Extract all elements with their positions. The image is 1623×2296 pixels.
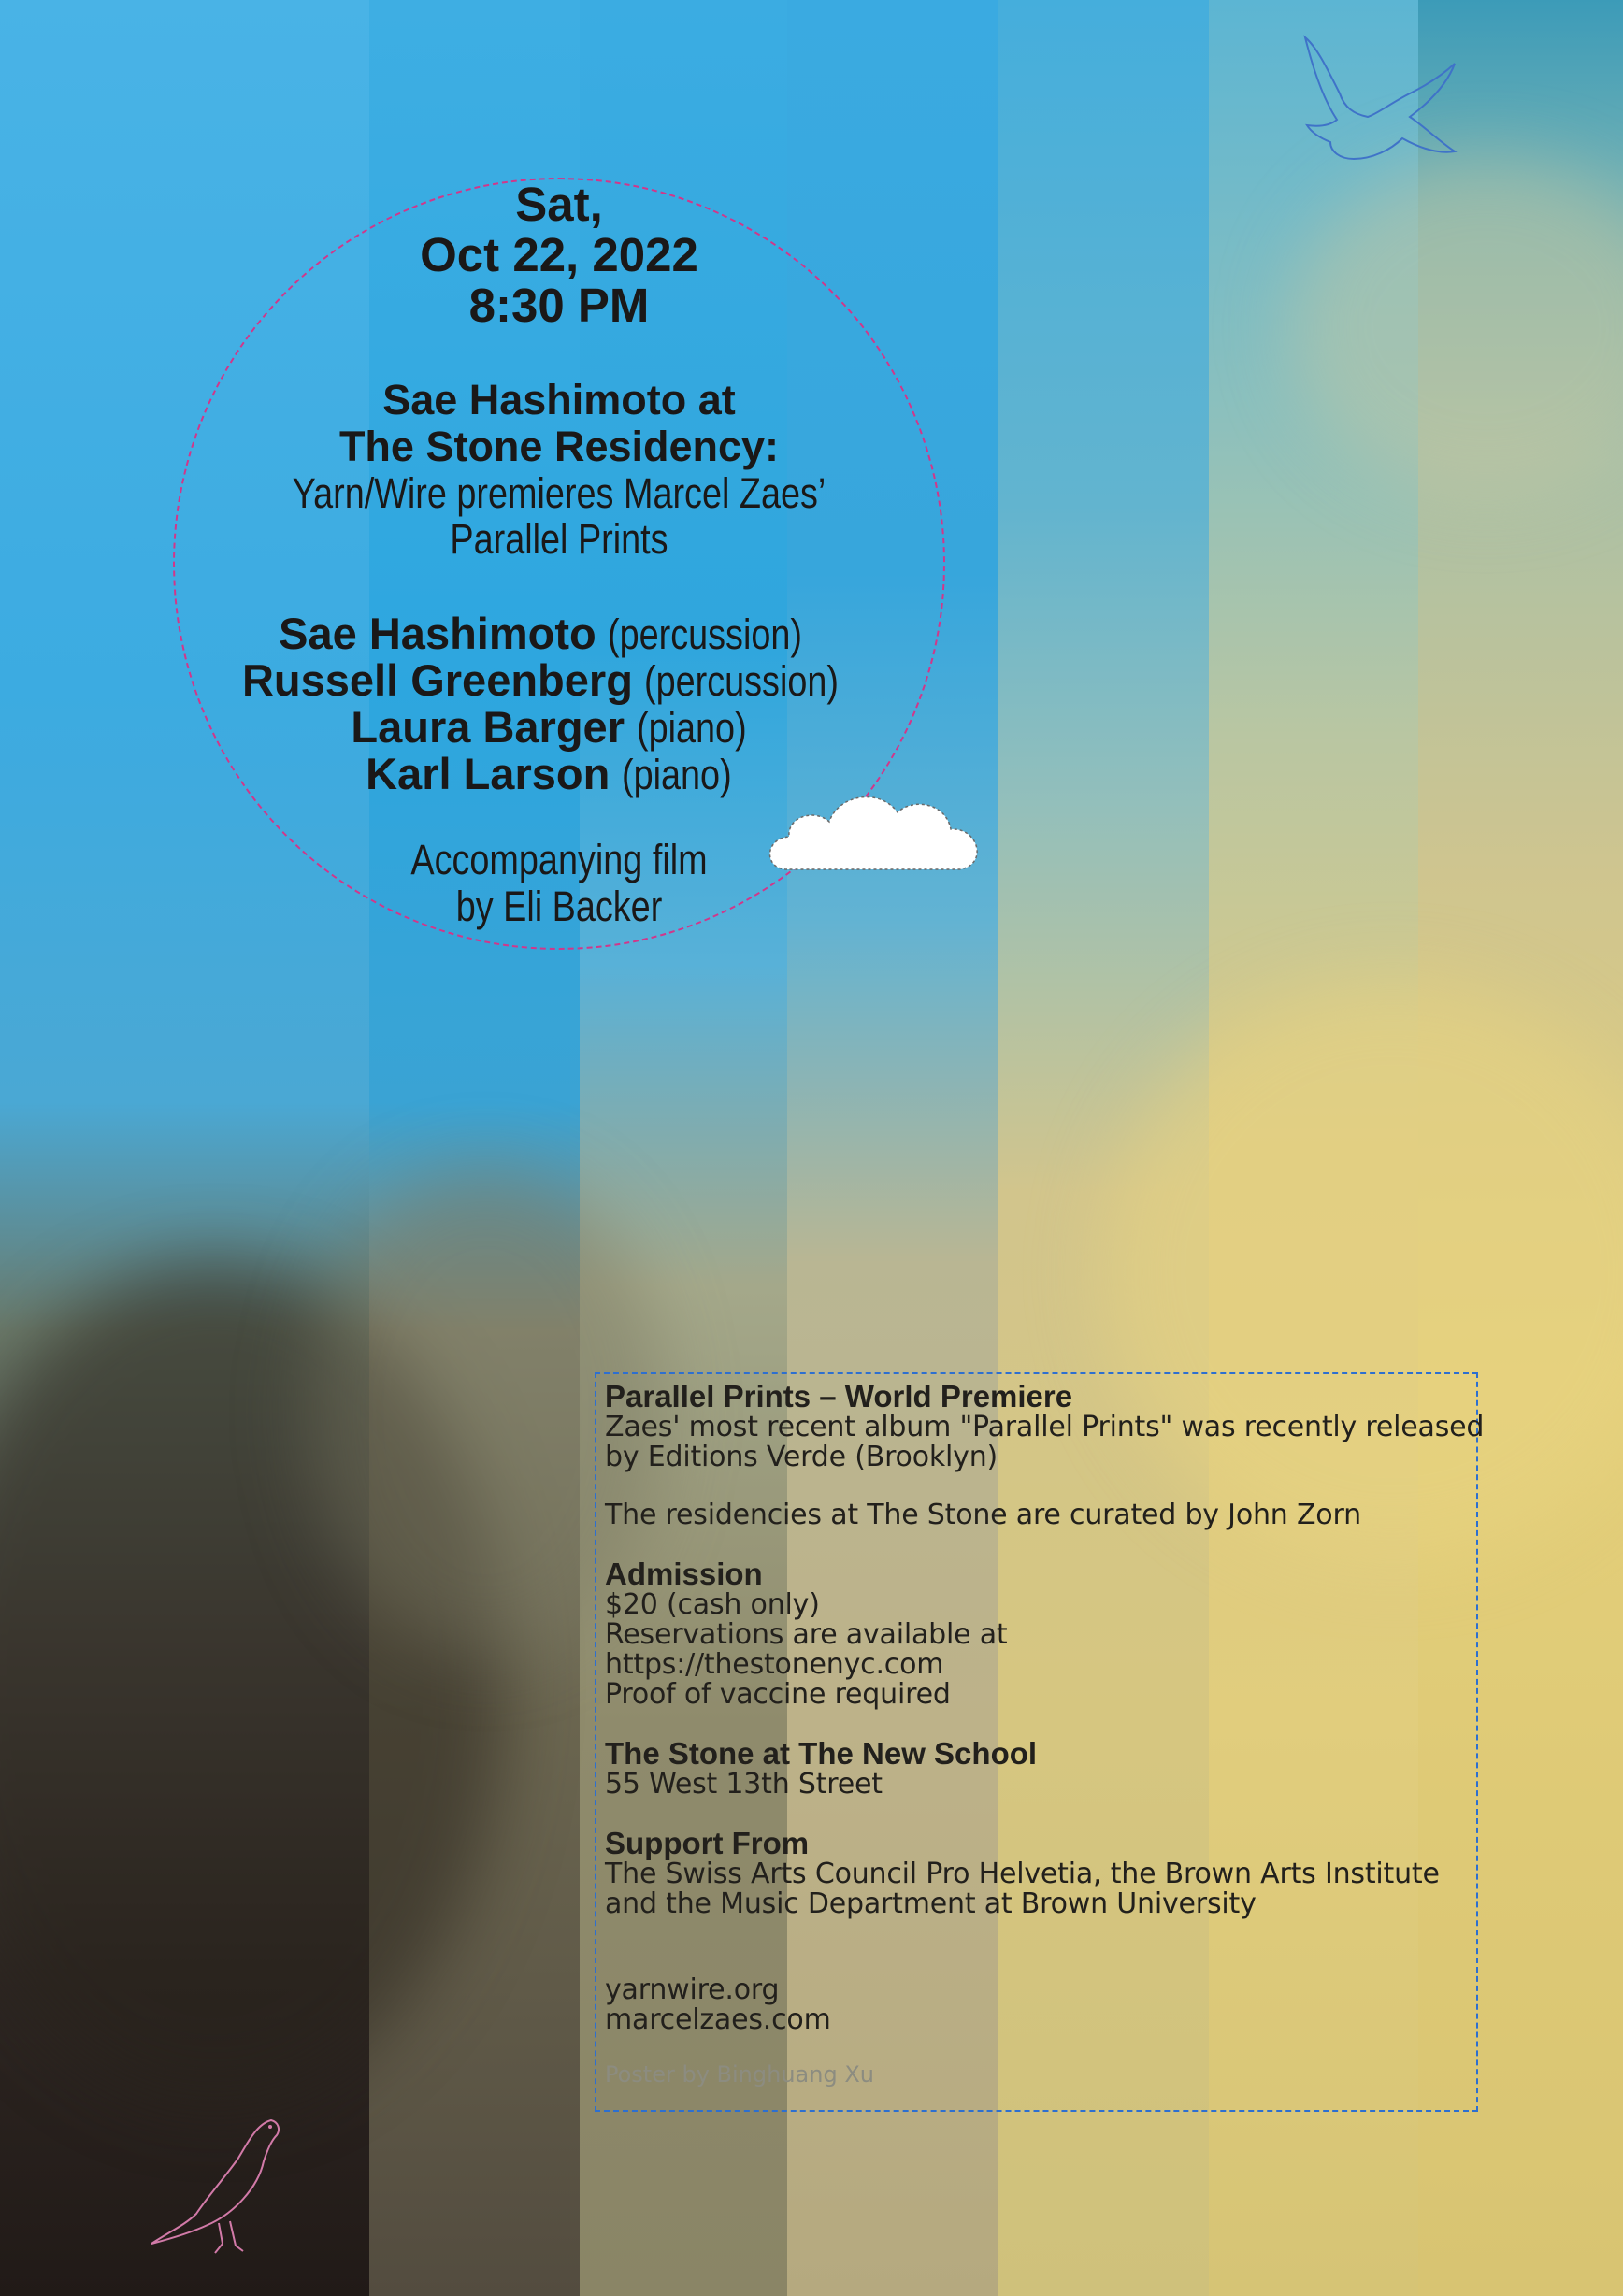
- event-title-line1: Sae Hashimoto at: [382, 376, 736, 423]
- performer-list: [173, 610, 945, 797]
- performer-role: (percussion): [644, 657, 840, 705]
- admission-price: $20 (cash only): [605, 1588, 820, 1621]
- dove-outline-icon: [1288, 28, 1475, 215]
- cloud-icon: [759, 781, 993, 883]
- event-subtitle-line1: Yarn/Wire premieres Marcel Zaes’: [292, 469, 826, 517]
- admission-vaccine-note: Proof of vaccine required: [605, 1678, 951, 1711]
- performer-name: Russell Greenberg: [241, 655, 633, 705]
- performer-name: Sae Hashimoto: [279, 609, 596, 658]
- event-time: 8:30 PM: [468, 279, 650, 332]
- curation-text: The residencies at The Stone are curated by John Zorn: [605, 1499, 1361, 1531]
- pigeon-outline-icon: [140, 2103, 290, 2272]
- performer: [173, 610, 945, 657]
- venue-heading: The Stone at The New School: [605, 1736, 1038, 1771]
- support-text-line2: and the Music Department at Brown University: [605, 1887, 1257, 1920]
- performer-role: (piano): [621, 751, 732, 798]
- performer-role: (piano): [636, 704, 747, 752]
- poster-credit: Poster by Binghuang Xu: [605, 2061, 874, 2088]
- event-day: Sat,: [515, 178, 603, 231]
- venue-address: 55 West 13th Street: [605, 1768, 883, 1801]
- film-credit-line2: by Eli Backer: [455, 883, 663, 930]
- reservation-link[interactable]: https://thestonenyc.com: [605, 1648, 944, 1681]
- event-title-line2: The Stone Residency:: [338, 423, 780, 470]
- performer-role: (percussion): [608, 610, 803, 658]
- performer: [173, 704, 945, 751]
- support-heading: Support From: [605, 1826, 810, 1860]
- event-date: Oct 22, 2022: [420, 228, 698, 281]
- admission-reservations: Reservations are available at: [605, 1618, 1008, 1651]
- premiere-text-line1: Zaes' most recent album "Parallel Prints" was recently released: [605, 1411, 1485, 1443]
- premiere-text-line2: by Editions Verde (Brooklyn): [605, 1441, 998, 1473]
- admission-heading: Admission: [605, 1557, 763, 1591]
- info-text: [605, 1379, 1485, 2089]
- performer: [173, 657, 945, 704]
- marcelzaes-link[interactable]: marcelzaes.com: [605, 2003, 831, 2036]
- event-subtitle-line2: Parallel Prints: [450, 515, 668, 563]
- support-text-line1: The Swiss Arts Council Pro Helvetia, the Brown Arts Institute: [605, 1858, 1440, 1890]
- performer-name: Laura Barger: [351, 702, 625, 752]
- film-credit-line1: Accompanying film: [410, 836, 708, 883]
- premiere-heading: Parallel Prints – World Premiere: [605, 1379, 1073, 1413]
- yarnwire-link[interactable]: yarnwire.org: [605, 1973, 780, 2006]
- performer-name: Karl Larson: [366, 749, 610, 798]
